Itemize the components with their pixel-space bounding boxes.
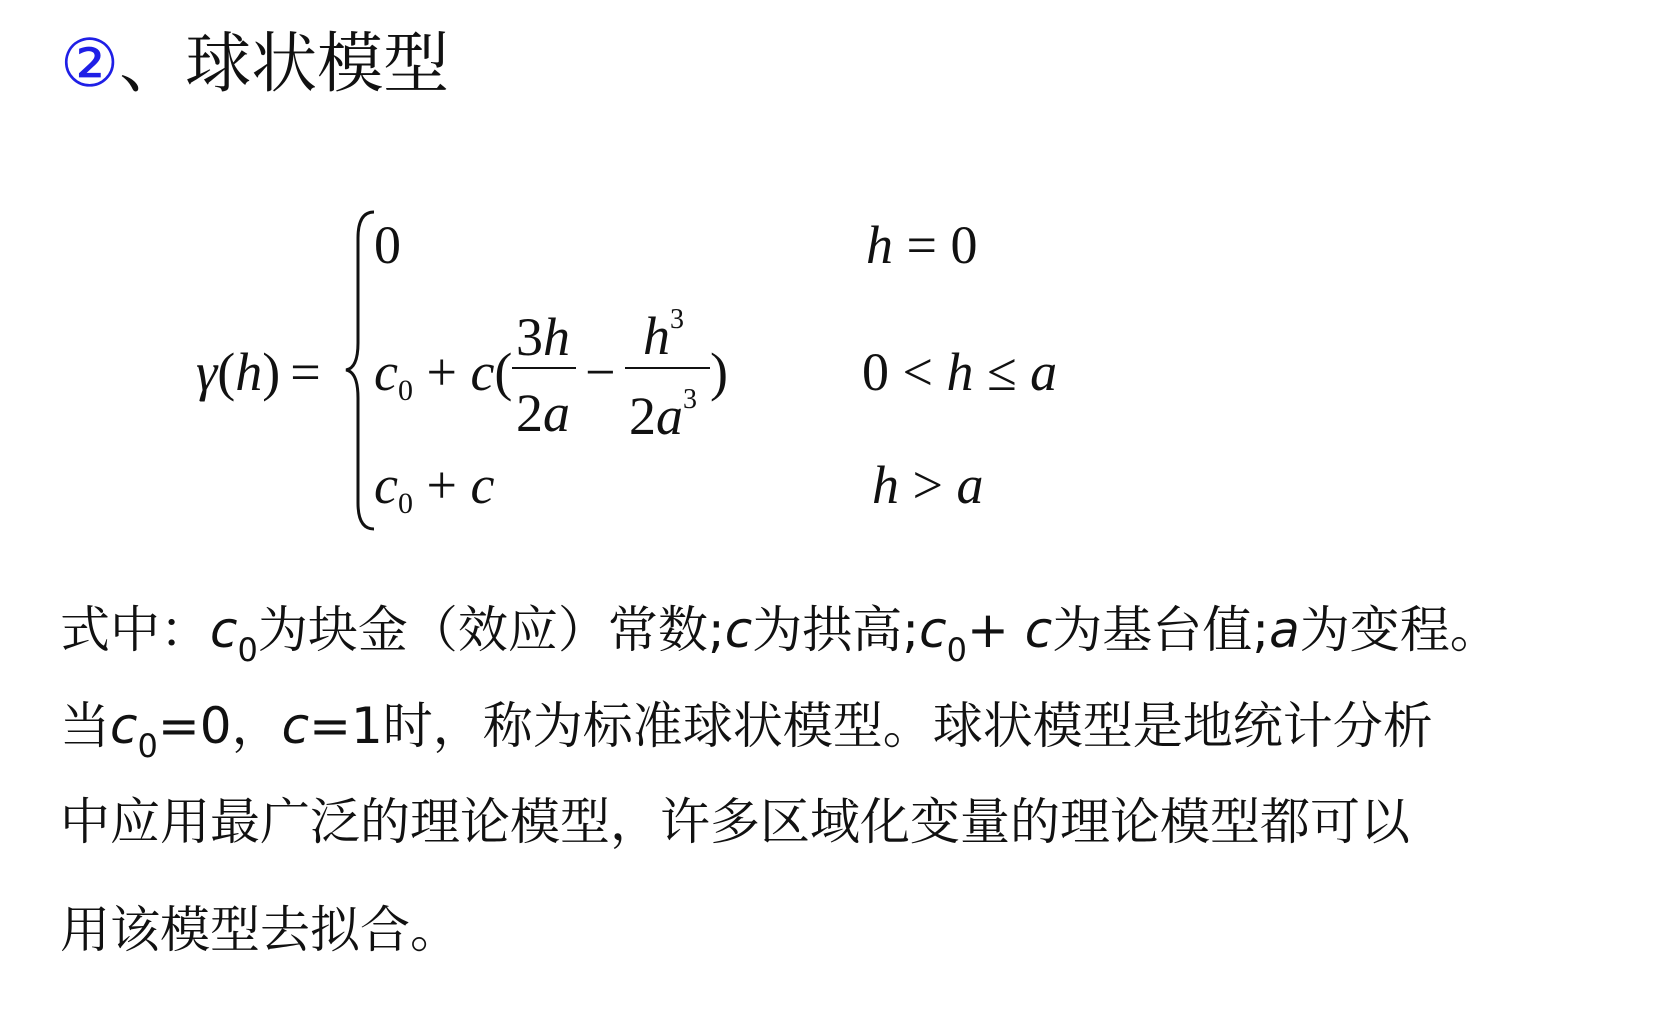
case3-value: $c_0 + c$ xyxy=(374,455,495,520)
section-separator: 、 xyxy=(119,25,186,102)
case1-condition: h = 0 xyxy=(866,215,978,275)
case2-condition: 0 < h ≤ a xyxy=(862,342,1058,402)
frac2-denominator: $2a^3$ xyxy=(629,384,697,446)
formula-lhs: γ(h) = xyxy=(196,342,321,402)
frac1-numerator: 3h xyxy=(516,307,570,367)
frac2-bar xyxy=(625,367,710,369)
case1-value: 0 xyxy=(374,215,401,275)
paragraph-line-2: 当$c_0=0$，c=1时，称为标准球状模型。球状模型是地统计分析 xyxy=(60,697,1433,765)
minus-sign: − xyxy=(585,342,616,402)
section-number: ② xyxy=(60,25,120,102)
frac1-bar xyxy=(512,367,576,369)
paragraph-line-4: 用该模型去拟合。 xyxy=(60,901,460,959)
frac1-denominator: 2a xyxy=(516,383,570,443)
case3-condition: h > a xyxy=(872,455,984,515)
case2-prefix: $c_0 + c$( xyxy=(374,342,513,407)
section-title: 球状模型 xyxy=(185,25,450,102)
paragraph-line-3: 中应用最广泛的理论模型，许多区域化变量的理论模型都可以 xyxy=(60,793,1410,851)
close-paren: ) xyxy=(710,342,728,402)
paragraph-line-1: 式中：$c_0$为块金（效应）常数;c为拱高$;c_0+ c$为基台值;a为变程。 xyxy=(60,601,1500,669)
frac2-numerator: $h^3$ xyxy=(643,304,684,366)
